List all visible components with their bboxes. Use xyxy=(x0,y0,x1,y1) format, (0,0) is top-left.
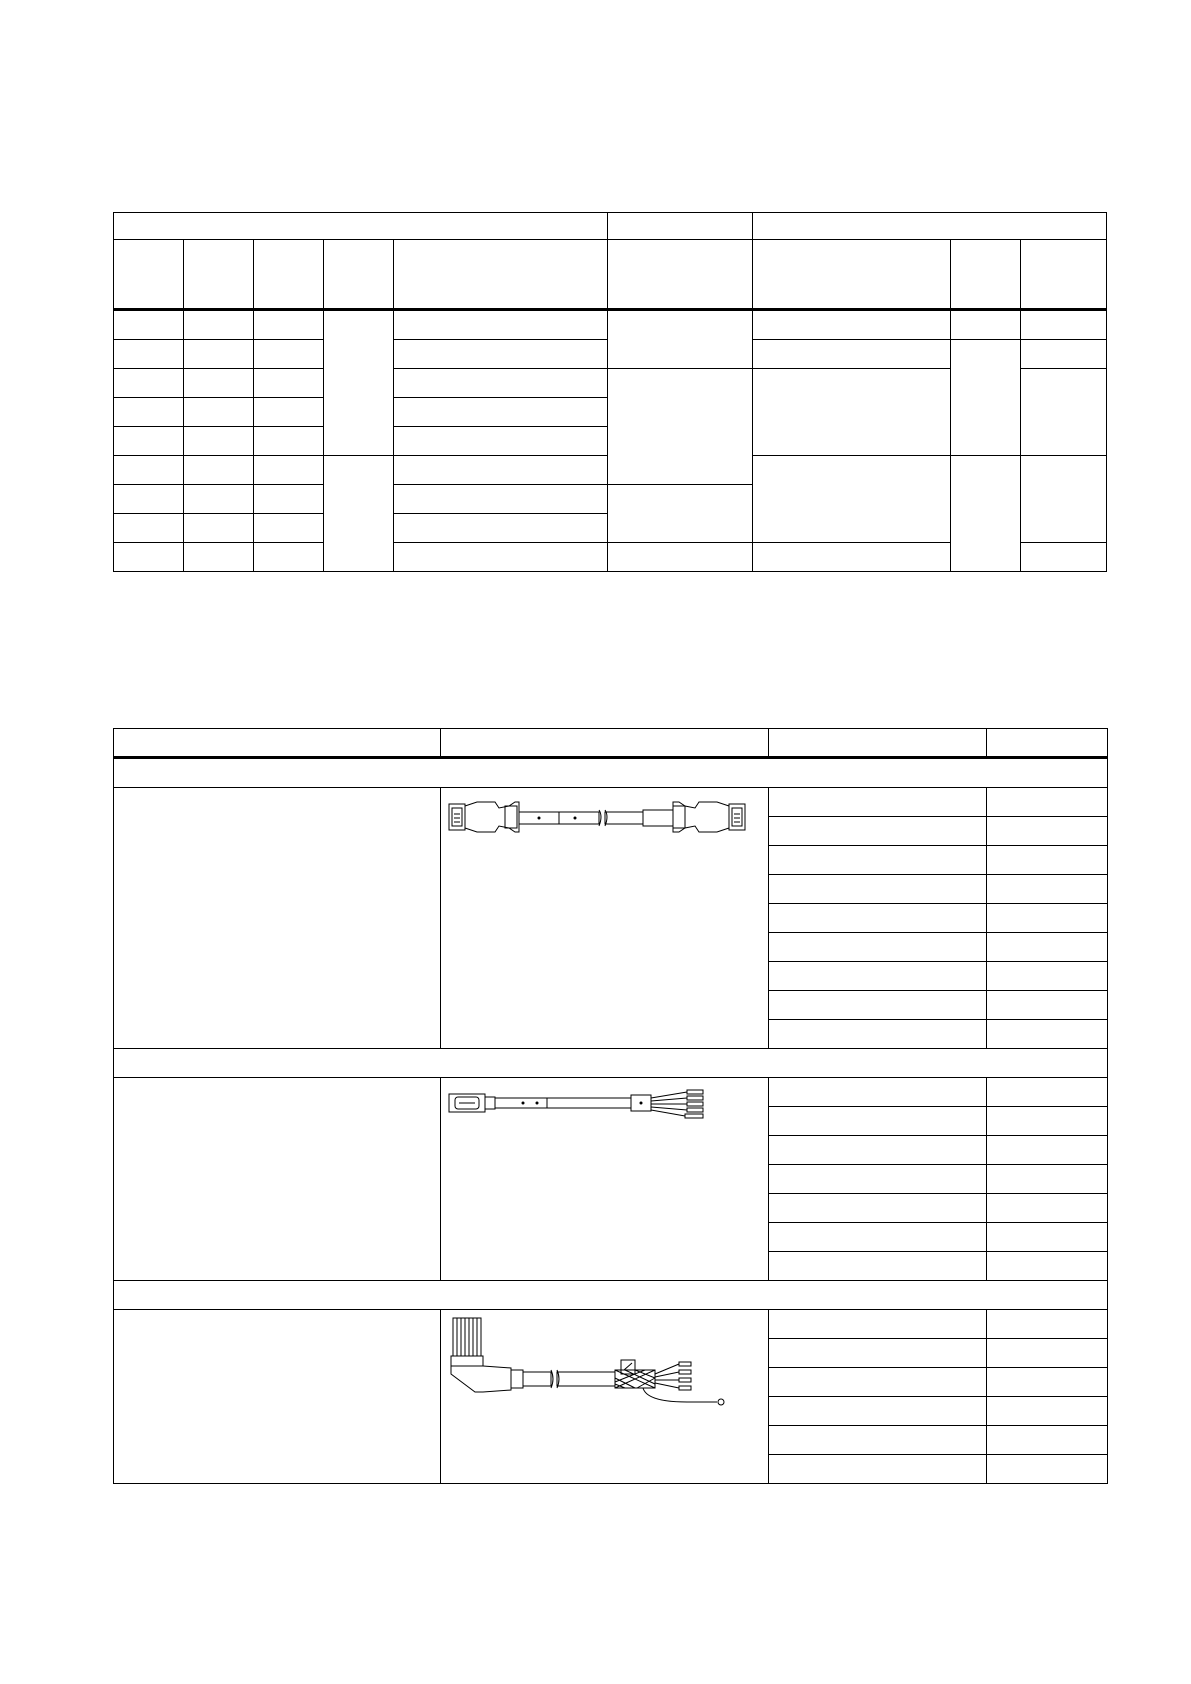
table-row xyxy=(114,1310,1108,1339)
merged-cell xyxy=(1020,369,1106,456)
description-cell xyxy=(114,788,441,1049)
column-header xyxy=(607,240,752,310)
drawing-cell xyxy=(441,788,769,1049)
description-cell xyxy=(114,1078,441,1281)
connector-wire-harness-drawing xyxy=(447,1084,747,1128)
column-header xyxy=(987,729,1108,758)
merged-cell xyxy=(752,369,950,456)
selection-table xyxy=(113,212,1107,572)
merged-cell xyxy=(324,456,394,572)
merged-cell xyxy=(607,310,752,369)
column-header xyxy=(394,240,607,310)
dual-connector-cable-drawing xyxy=(447,794,747,844)
header-group-3 xyxy=(752,213,1106,240)
section-header xyxy=(114,758,1108,788)
drawing-cell xyxy=(441,1310,769,1484)
table-row xyxy=(114,310,1107,340)
column-header xyxy=(950,240,1020,310)
column-header xyxy=(254,240,324,310)
column-header xyxy=(114,729,441,758)
header-group-2 xyxy=(607,213,752,240)
drawing-cell xyxy=(441,1078,769,1281)
column-header xyxy=(324,240,394,310)
column-header xyxy=(184,240,254,310)
section-header xyxy=(114,1049,1108,1078)
merged-cell xyxy=(752,456,950,543)
merged-cell xyxy=(607,369,752,485)
table-row xyxy=(114,788,1108,817)
table-row xyxy=(114,1078,1108,1107)
description-cell xyxy=(114,1310,441,1484)
cable-ordering-table xyxy=(113,728,1108,1484)
column-header xyxy=(1020,240,1106,310)
merged-cell xyxy=(1020,456,1106,543)
merged-cell xyxy=(950,456,1020,572)
merged-cell xyxy=(607,485,752,543)
merged-cell xyxy=(324,310,394,456)
column-header xyxy=(114,240,184,310)
section-header xyxy=(114,1281,1108,1310)
angled-connector-cable-drawing xyxy=(447,1316,747,1406)
merged-cell xyxy=(950,340,1020,456)
header-group-1 xyxy=(114,213,608,240)
column-header xyxy=(769,729,987,758)
column-header xyxy=(752,240,950,310)
column-header xyxy=(441,729,769,758)
